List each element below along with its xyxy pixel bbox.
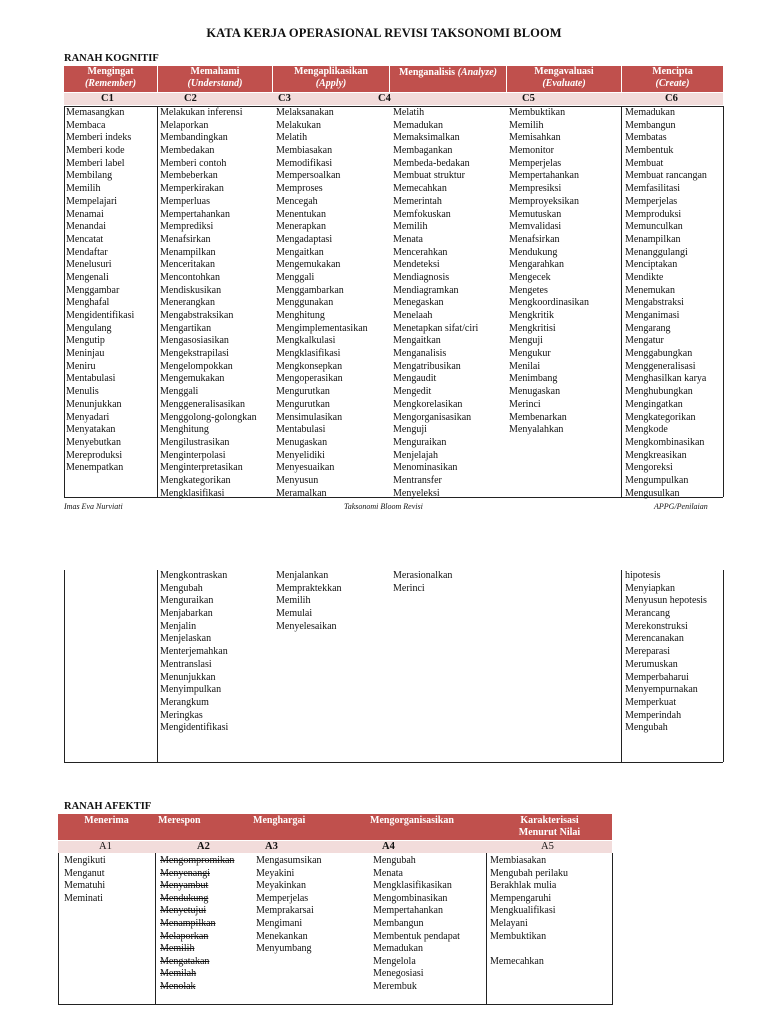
list-a2: Mengompromikan Menyenangi Menyambut Mendukung Menyetujui Menampilkan Melaporkan Memilih Mengatakan Memilah Menolak (160, 855, 235, 992)
divider (64, 762, 723, 763)
divider (64, 106, 65, 497)
header-c1: Mengingat (Remember) (64, 66, 157, 92)
divider (723, 570, 724, 762)
divider (612, 853, 613, 1005)
code-a3: A3 (265, 841, 278, 852)
divider (155, 853, 156, 1005)
list-c5: Membuktikan Memilih Memisahkan Memonitor Memperjelas Mempertahankan Mempresiksi Memproyeksikan Memutuskan Memvalidasi Menafsirkan Mendukung Mengarahkan Mengecek Mengetes Mengkoordinasikan Mengkritik Mengkritisi Menguji Mengukur Menilai Menimbang Menugaskan Merinci Membenarkan Menyalahkan (509, 107, 589, 436)
code-c5: C5 (522, 93, 535, 104)
header-a1: Menerima (84, 815, 129, 826)
code-c3: C3 (278, 93, 291, 104)
header-a5: Karakterisasi Menurut Nilai (518, 815, 581, 838)
header-c3: Mengaplikasikan (Apply) (273, 66, 389, 92)
divider (621, 570, 622, 762)
header-c4: Menganalisis (Analyze) (390, 66, 506, 92)
header-c5: Mengavaluasi (Evaluate) (507, 66, 621, 92)
header-a2: Merespon (158, 815, 201, 826)
section-label-kognitif: RANAH KOGNITIF (64, 53, 159, 64)
header-a4: Mengorganisasikan (370, 815, 454, 826)
list-c3-continued: Menjalankan Mempraktekkan Memilih Memulai Menyelesaikan (276, 570, 342, 632)
list-a3: Mengasumsikan Meyakini Meyakinkan Memperjelas Memprakarsai Mengimani Menekankan Menyumbang (256, 855, 322, 955)
code-a2: A2 (197, 841, 210, 852)
list-c6: Memadukan Membangun Membatas Membentuk Membuat Membuat rancangan Memfasilitasi Memperjelas Memproduksi Memunculkan Menampilkan Menanggulangi Menciptakan Mendikte Menemukan Mengabstraksi Menganimasi Mengarang Mengatur Menggabungkan Menggeneralisasi Menghasilkan karya Menghubungkan Mengingatkan Mengkategorikan Mengkode Mengkombinasikan Mengkreasikan Mengoreksi Mengumpulkan Mengusulkan (625, 107, 707, 499)
list-c1: Memasangkan Membaca Memberi indeks Memberi kode Memberi label Membilang Memilih Mempelajari Menamai Menandai Mencatat Mendaftar Menelusuri Mengenali Menggambar Menghafal Mengidentifikasi Mengulang Mengutip Meninjau Meniru Mentabulasi Menulis Menunjukkan Menyadari Menyatakan Menyebutkan Mereproduksi Menempatkan (66, 107, 135, 474)
list-c2-continued: Mengkontraskan Mengubah Menguraikan Menjabarkan Menjalin Menjelaskan Menterjemahkan Mentranslasi Menunjukkan Menyimpulkan Merangkum Meringkas Mengidentifikasi (160, 570, 229, 734)
header-c6: Mencipta (Create) (622, 66, 723, 92)
divider (58, 853, 59, 1005)
footer-author: Imas Eva Nurviati (64, 502, 123, 511)
footer-course: APPG/Penilaian (654, 502, 708, 511)
header-c2: Memahami (Understand) (158, 66, 272, 92)
divider (157, 106, 158, 497)
list-c4: Melatih Memadukan Memaksimalkan Membagankan Membeda-bedakan Membuat struktur Memecahkan Memerintah Memfokuskan Memilih Menata Mencerahkan Mendeteksi Mendiagnosis Mendiagramkan Menegaskan Menelaah Menetapkan sifat/ciri Mengaitkan Menganalisis Mengatribusikan Mengaudit Mengedit Mengkorelasikan Mengorganisasikan Menguji Menguraikan Menjelajah Menominasikan Mentransfer Menyeleksi (393, 107, 479, 499)
list-c4-continued: Merasionalkan Merinci (393, 570, 453, 594)
list-a1: Mengikuti Menganut Mematuhi Meminati (64, 855, 106, 904)
code-a5: A5 (541, 841, 554, 852)
list-c3: Melaksanakan Melakukan Melatih Membiasakan Memodifikasi Mempersoalkan Memproses Mencegah Menentukan Menerapkan Mengadaptasi Mengaitkan Mengemukakan Menggali Menggambarkan Menggunakan Menghitung Mengimplementasikan Mengkalkulasi Mengklasifikasi Mengkonsepkan Mengoperasikan Mengurutkan Mengurutkan Mensimulasikan Mentabulasi Menugaskan Menyelidiki Menyesuaikan Menyusun Meramalkan (276, 107, 368, 499)
footer-title: Taksonomi Bloom Revisi (344, 502, 423, 511)
list-c2: Melakukan inferensi Melaporkan Membandingkan Membedakan Memberi contoh Membeberkan Memperkirakan Memperluas Mempertahankan Memprediksi Menafsirkan Menampilkan Menceritakan Mencontohkan Mendiskusikan Menerangkan Mengabstraksikan Mengartikan Mengasosiasikan Mengekstrapilasi Mengelompokkan Mengemukakan Menggali Menggeneralisasikan Menggolong-golongkan Menghitung Mengilustrasikan Menginterpolasi Menginterpretasikan Mengkategorikan Mengklasifikasi (160, 107, 257, 499)
code-a1: A1 (99, 841, 112, 852)
code-c1: C1 (101, 93, 114, 104)
section-label-afektif: RANAH AFEKTIF (64, 801, 152, 812)
divider (723, 106, 724, 497)
list-a5: Membiasakan Mengubah perilaku Berakhlak mulia Mempengaruhi Mengkualifikasi Melayani Membuktikan Memecahkan (490, 855, 569, 967)
code-c2: C2 (184, 93, 197, 104)
page-title: KATA KERJA OPERASIONAL REVISI TAKSONOMI BLOOM (206, 26, 562, 40)
code-a4: A4 (382, 841, 395, 852)
code-c4: C4 (378, 93, 391, 104)
code-row-afektif (58, 841, 612, 853)
divider (64, 570, 65, 762)
divider (621, 106, 622, 497)
divider (157, 570, 158, 762)
code-row-kognitif (64, 93, 723, 105)
list-c6-continued: hipotesis Menyiapkan Menyusun hepotesis Merancang Merekonstruksi Merencanakan Mereparasi Merumuskan Memperbaharui Menyempurnakan Memperkuat Memperindah Mengubah (625, 570, 707, 734)
code-c6: C6 (665, 93, 678, 104)
header-a3: Menghargai (253, 815, 306, 826)
divider (486, 853, 487, 1005)
divider (58, 1004, 613, 1005)
list-a4: Mengubah Menata Mengklasifikasikan Mengombinasikan Mempertahankan Membangun Membentuk pendapat Memadukan Mengelola Menegosiasi Merembuk (373, 855, 460, 992)
